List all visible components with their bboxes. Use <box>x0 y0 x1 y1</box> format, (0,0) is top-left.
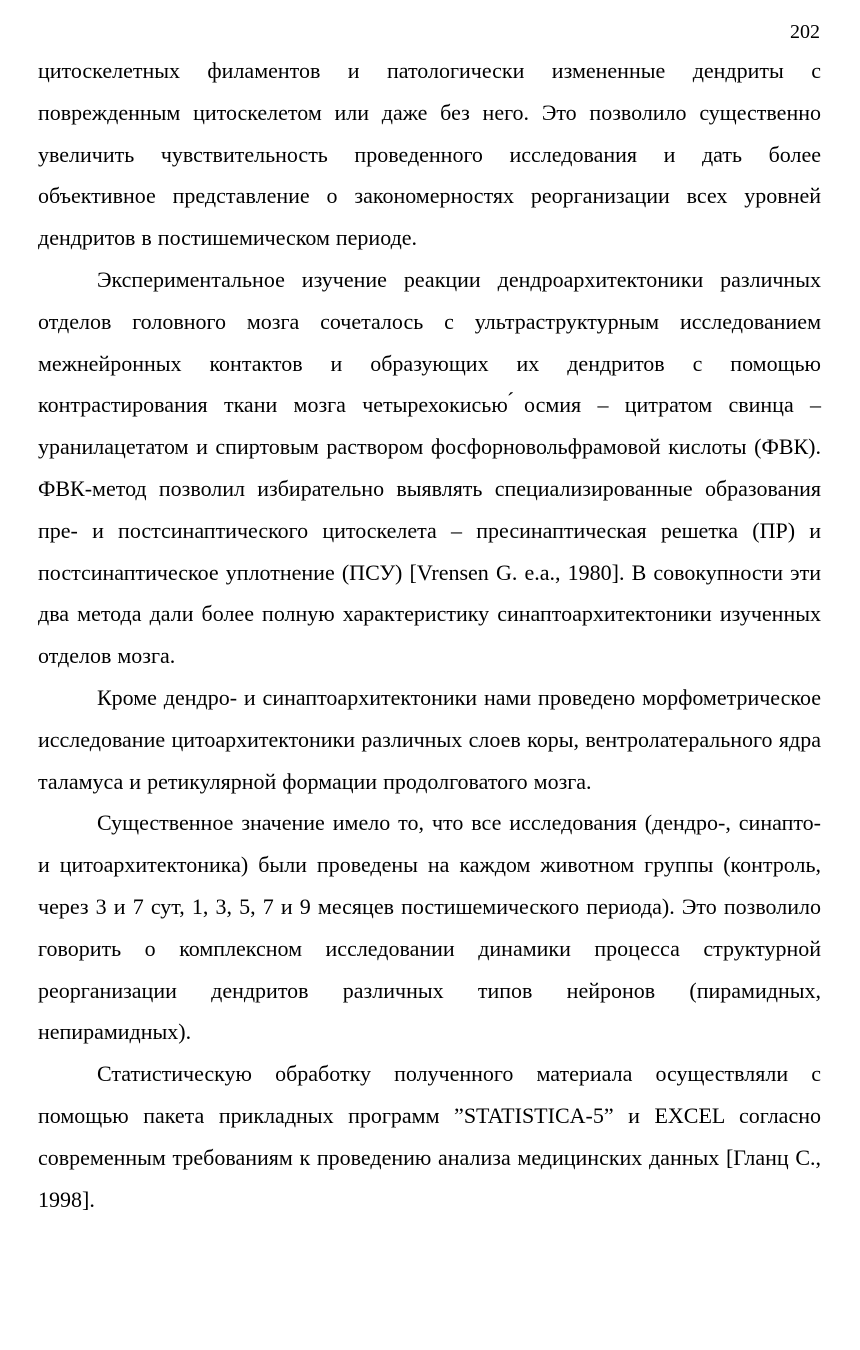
paragraph-complex-study: Существенное значение имело то, что все исследования (дендро-, синапто- и цитоархитектоника) были проведены на каждом животном группы (контроль, через 3 и 7 сут, 1, 3, 5, 7 и 9 месяцев постишемического периода). Это позволило говорить о комплексном исследовании динамики процесса структурной реорганизации дендритов различных типов нейронов (пирамидных, непирамидных). <box>38 810 821 1045</box>
paragraph-continuation: цитоскелетных филаментов и патологически измененные дендриты с поврежденным цитоскелетом или даже без него. Это позволило существенно увеличить чувствительность проведенного исследования и дать более объективное представление о закономерностях реорганизации всех уровней дендритов в постишемическом периоде. <box>38 58 821 251</box>
paragraph-experimental-study: Экспериментальное изучение реакции дендроархитектоники различных отделов головного мозга сочеталось с ультраструктурным исследованием межнейронных контактов и образующих их дендритов с помощью контрастирования ткани мозга четырехокисью ́осмия – цитратом свинца – уранилацетатом и спиртовым раствором фосфорновольфрамовой кислоты (ФВК). ФВК-метод позволил избирательно выявлять специализированные образования пре- и постсинаптического цитоскелета – пресинаптическая решетка (ПР) и постсинаптическое уплотнение (ПСУ) [Vrensen G. e.a., 1980]. В совокупности эти два метода дали более полную характеристику синаптоархитектоники изученных отделов мозга. <box>38 266 821 669</box>
page-number: 202 <box>790 21 820 43</box>
paragraph-morphometry: Кроме дендро- и синаптоархитектоники нами проведено морфометрическое исследование цитоархитектоники различных слоев коры, вентролатерального ядра таламуса и ретикулярной формации продолговатого мозга. <box>38 684 821 794</box>
paragraph-statistics: Статистическую обработку полученного материала осуществляли с помощью пакета прикладных программ ”STATISTICA-5” и EXCEL согласно современным требованиям к проведению анализа медицинских данных [Гланц С., 1998]. <box>38 1061 821 1212</box>
body-text <box>38 50 821 1220</box>
